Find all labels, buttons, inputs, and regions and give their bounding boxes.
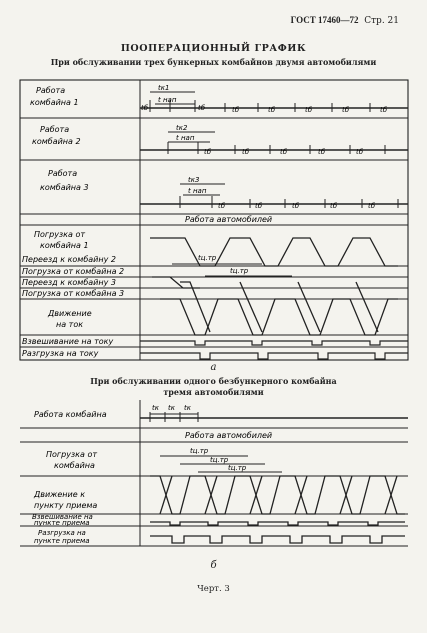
row-load3: Погрузка от комбайна 3	[22, 289, 125, 298]
row-unload: Разгрузка на току	[22, 349, 99, 358]
figure-label: Черт. 3	[197, 584, 230, 594]
mark-tnap-1: t нап	[158, 96, 177, 104]
row-b-weigh-l2: пункте приема	[34, 519, 90, 527]
mark-b-tcycle-3: tц.тр	[228, 464, 247, 472]
caption-a: а	[210, 362, 217, 373]
row-b-weigh-l1: Взвешивание на	[32, 513, 93, 521]
page-title: ПООПЕРАЦИОННЫЙ ГРАФИК	[120, 43, 307, 54]
row-b-work: Работа комбайна	[34, 410, 107, 419]
row-lift: Взвешивание на току	[22, 337, 114, 346]
mark-b-tcycle-2: tц.тр	[210, 456, 229, 464]
row-flow-l1: Движение	[48, 309, 92, 318]
row-work3-l1: Работа	[48, 169, 78, 178]
row-work2-l1: Работа	[40, 125, 70, 134]
mark-b-tk-3: tк	[184, 404, 191, 412]
row-b-load-l2: комбайна	[54, 461, 95, 470]
row-load1-l2: комбайна 1	[40, 241, 89, 250]
page-number: Стр. 21	[364, 16, 399, 26]
mark-tcycle-a2: tц.тр	[230, 267, 249, 275]
row-cars: Работа автомобилей	[185, 215, 273, 224]
diagram-a	[0, 70, 427, 370]
mark-tb-3b: tб	[255, 202, 263, 210]
row-b-cars: Работа автомобилей	[185, 431, 273, 440]
standard-number: ГОСТ 17460—72	[290, 15, 359, 25]
row-b-flow-l2: пункту приема	[34, 501, 98, 510]
mark-tb-3e: tб	[368, 202, 376, 210]
mark-tb-1g: tб	[380, 106, 388, 114]
mark-tb-2c: tб	[280, 148, 288, 156]
mark-b-tk-2: tк	[168, 404, 175, 412]
row-move2: Переезд к комбайну 2	[22, 255, 116, 264]
mark-tnap-2: t нап	[176, 134, 195, 142]
row-load1-l1: Погрузка от	[34, 230, 86, 239]
mark-tb-2d: tб	[318, 148, 326, 156]
mark-tb-1b: tб	[198, 104, 206, 112]
row-b-load-l1: Погрузка от	[46, 450, 98, 459]
mark-tnap-3: t нап	[188, 187, 207, 195]
mark-tb-1a: tб	[141, 104, 149, 112]
row-work3-l2: комбайна 3	[40, 183, 89, 192]
row-b-unload-l2: пункте приема	[34, 537, 90, 545]
page-header	[291, 15, 399, 26]
mark-tb-3d: tб	[330, 202, 338, 210]
mark-tb-2e: tб	[356, 148, 364, 156]
subtitle-b-line2: тремя автомобилями	[163, 387, 264, 397]
mark-tb-3c: tб	[292, 202, 300, 210]
row-load2: Погрузка от комбайна 2	[22, 267, 125, 276]
row-work1-l2: комбайна 1	[30, 98, 79, 107]
row-work2-l2: комбайна 2	[32, 137, 81, 146]
diagram-b	[0, 398, 427, 558]
mark-tb-2a: tб	[204, 148, 212, 156]
row-work1-l1: Работа	[36, 86, 66, 95]
mark-b-tcycle-1: tц.тр	[190, 447, 209, 455]
row-flow-l2: на ток	[56, 320, 84, 329]
mark-tk1: tк1	[158, 84, 170, 92]
mark-tb-2b: tб	[242, 148, 250, 156]
mark-tcycle-a1: tц.тр	[198, 254, 217, 262]
row-move3: Переезд к комбайну 3	[22, 278, 116, 287]
row-b-unload-l1: Разгрузка на	[38, 529, 86, 537]
subtitle-b-line1: При обслуживании одного безбункерного комбайна	[90, 376, 337, 386]
mark-tb-1c: tб	[232, 106, 240, 114]
mark-tk3: tк3	[188, 176, 200, 184]
mark-tk2: tк2	[176, 124, 188, 132]
subtitle-a: При обслуживании трех бункерных комбайнов двумя автомобилями	[50, 57, 377, 67]
mark-tb-1f: tб	[342, 106, 350, 114]
mark-b-tk-1: tк	[152, 404, 159, 412]
mark-tb-3a: tб	[218, 202, 226, 210]
row-b-flow-l1: Движение к	[34, 490, 86, 499]
caption-b: б	[210, 560, 217, 571]
mark-tb-1d: tб	[268, 106, 276, 114]
mark-tb-1e: tб	[305, 106, 313, 114]
